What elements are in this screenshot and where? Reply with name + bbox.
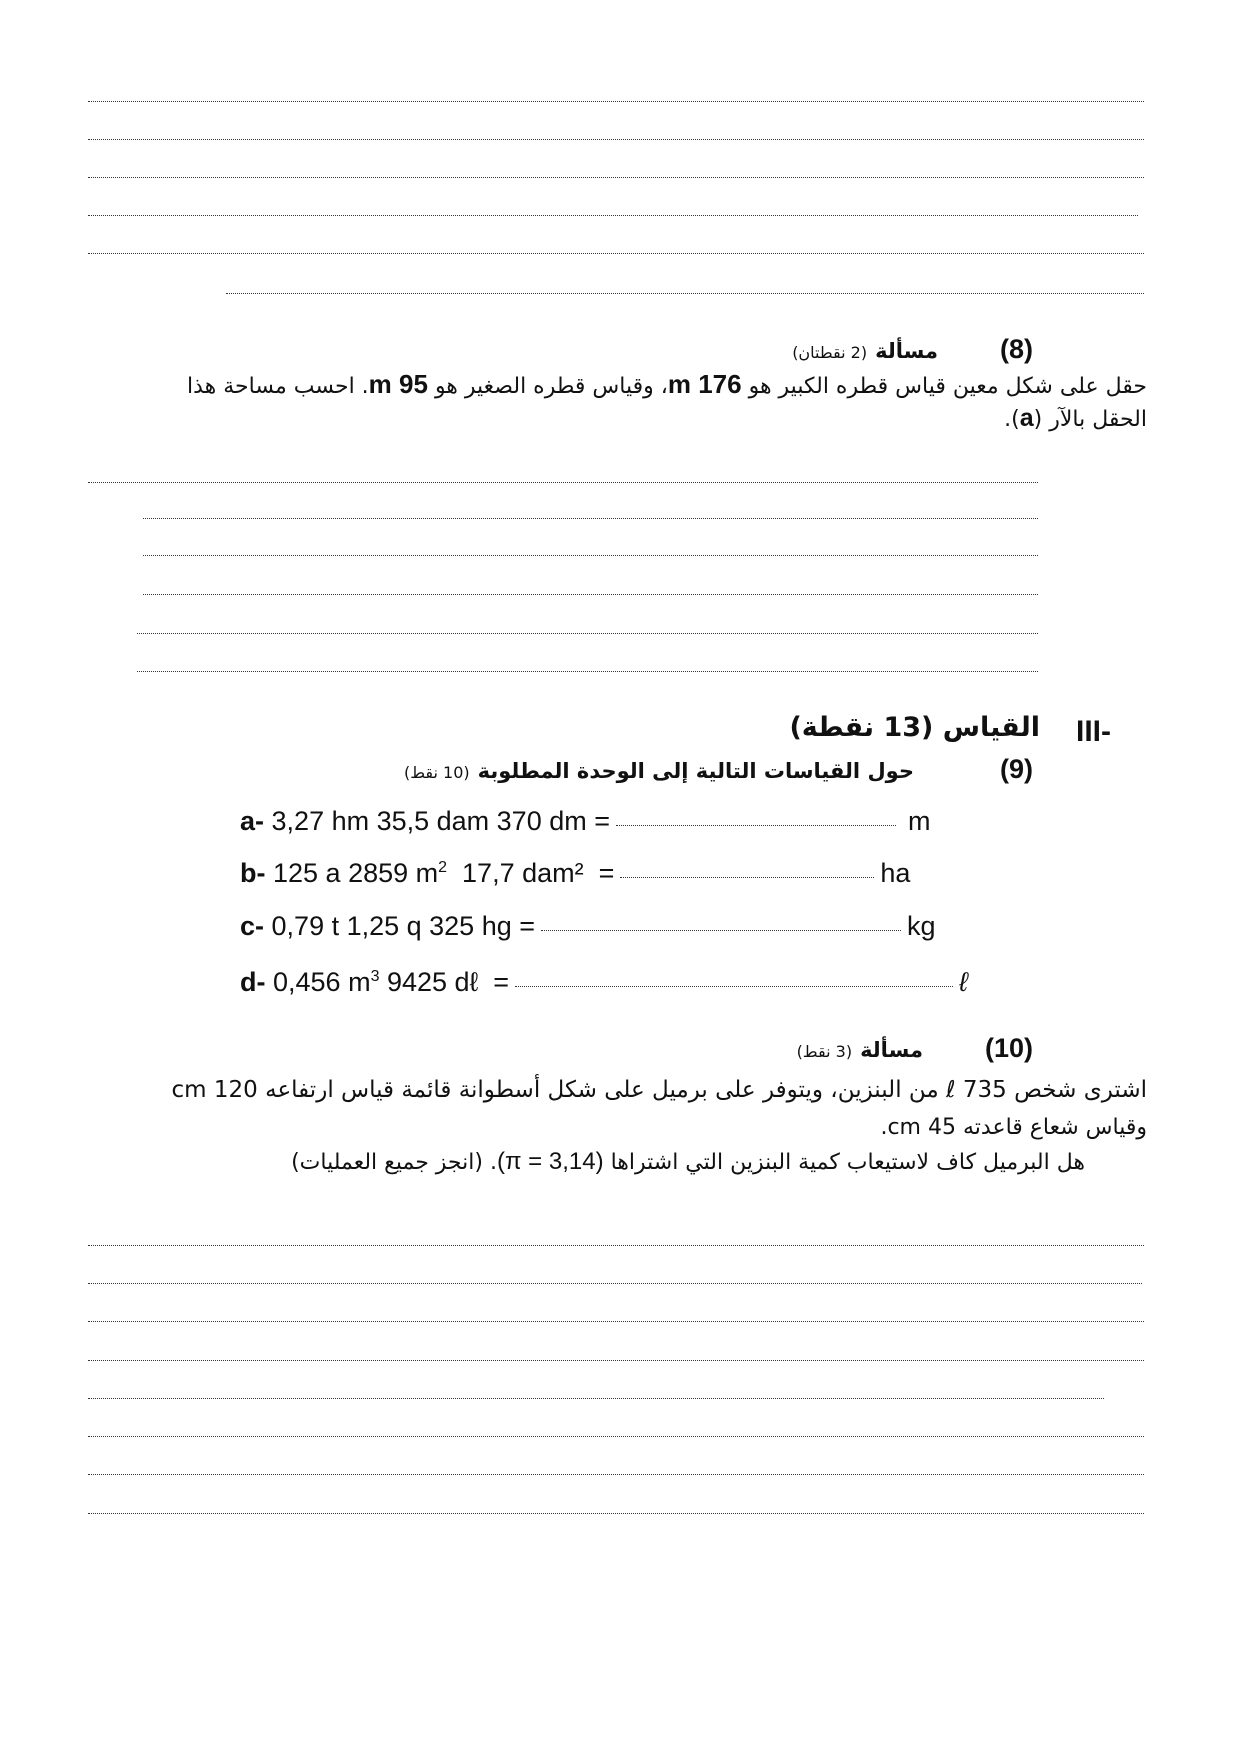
problem8-statement-line2: الحقل بالآر (a).: [1004, 404, 1147, 432]
unit-are: a: [1019, 404, 1034, 432]
answer-line: [88, 1321, 1144, 1322]
item-unit: ℓ: [959, 967, 968, 997]
answer-line: [143, 518, 1038, 519]
problem10-number: (10): [984, 1033, 1033, 1063]
problem8-header: [792, 334, 1033, 365]
item-unit: kg: [907, 911, 936, 941]
item-expression: 0,456 $m^3$ 9425 dℓ =: [273, 967, 510, 997]
problem8-statement-line1: حقل على شكل معين قياس قطره الكبير هو 176 m، وقياس قطره الصغير هو 95 m. احسب مساحة هذا: [186, 369, 1147, 399]
big-diagonal: 176 m: [667, 369, 742, 399]
conversion-item-d: [240, 967, 968, 998]
answer-line: [88, 1283, 1142, 1284]
problem10-title: مسألة: [860, 1038, 923, 1062]
item-unit: ha: [880, 858, 911, 888]
problem8-points: (2 نقطتان): [792, 343, 868, 362]
answer-line: [137, 671, 1038, 672]
problem10-statement-line2: وقياس شعاع قاعدته 45 cm.: [880, 1115, 1147, 1140]
answer-line: [143, 555, 1038, 556]
problem8-title: مسألة: [875, 339, 938, 363]
answer-line: [88, 1436, 1144, 1437]
answer-line: [88, 482, 1038, 483]
problem9-title: حول القياسات التالية إلى الوحدة المطلوبة: [477, 759, 914, 783]
conversion-item-b: [240, 858, 910, 889]
answer-line: [88, 1398, 1104, 1399]
problem10-points: (3 نقط): [796, 1042, 853, 1061]
problem9-number: (9): [999, 754, 1033, 784]
section3-roman: III-: [1076, 715, 1111, 748]
answer-line: [88, 253, 1144, 254]
item-expression: 125 a 2859 $m^2$ 17,7 dam² =: [273, 858, 615, 888]
answer-line: [88, 139, 1144, 140]
answer-line: [137, 633, 1038, 634]
item-label: c-: [240, 911, 265, 941]
answer-blank[interactable]: [541, 930, 901, 931]
item-expression: 0,79 t 1,25 q 325 hg =: [271, 911, 536, 941]
item-unit: m: [908, 806, 931, 836]
problem9-points: (10 نقط): [403, 763, 470, 782]
answer-line: [88, 1360, 1144, 1361]
answer-line: [226, 293, 1144, 294]
item-label: d-: [240, 967, 266, 997]
answer-blank[interactable]: [515, 986, 953, 987]
section3-title: القياس (13 نقطة): [789, 712, 1040, 743]
answer-line: [88, 1245, 1144, 1246]
answer-line: [88, 1513, 1144, 1514]
answer-blank[interactable]: [620, 877, 874, 878]
problem8-number: (8): [999, 334, 1033, 364]
item-label: a-: [240, 806, 265, 836]
problem10-statement-line1: اشترى شخص 735 ℓ من البنزين، ويتوفر على برميل على شكل أسطوانة قائمة قياس ارتفاعه 120 cm: [171, 1077, 1147, 1103]
answer-line: [143, 594, 1038, 595]
pi-value: (π = 3,14): [496, 1148, 604, 1175]
problem10-statement-line3: هل البرميل كاف لاستيعاب كمية البنزين التي اشتراها (π = 3,14). (انجز جميع العمليات): [291, 1148, 1085, 1175]
conversion-item-a: [240, 806, 931, 837]
answer-line: [88, 177, 1144, 178]
answer-line: [88, 101, 1144, 102]
small-diagonal: 95 m: [368, 369, 428, 399]
answer-line: [88, 1474, 1144, 1475]
answer-line: [88, 215, 1138, 216]
answer-blank[interactable]: [616, 825, 896, 826]
conversion-item-c: [240, 911, 936, 942]
item-label: b-: [240, 858, 266, 888]
item-expression: 3,27 hm 35,5 dam 370 dm =: [271, 806, 610, 836]
problem9-header: [404, 754, 1033, 785]
problem10-header: [797, 1033, 1033, 1064]
